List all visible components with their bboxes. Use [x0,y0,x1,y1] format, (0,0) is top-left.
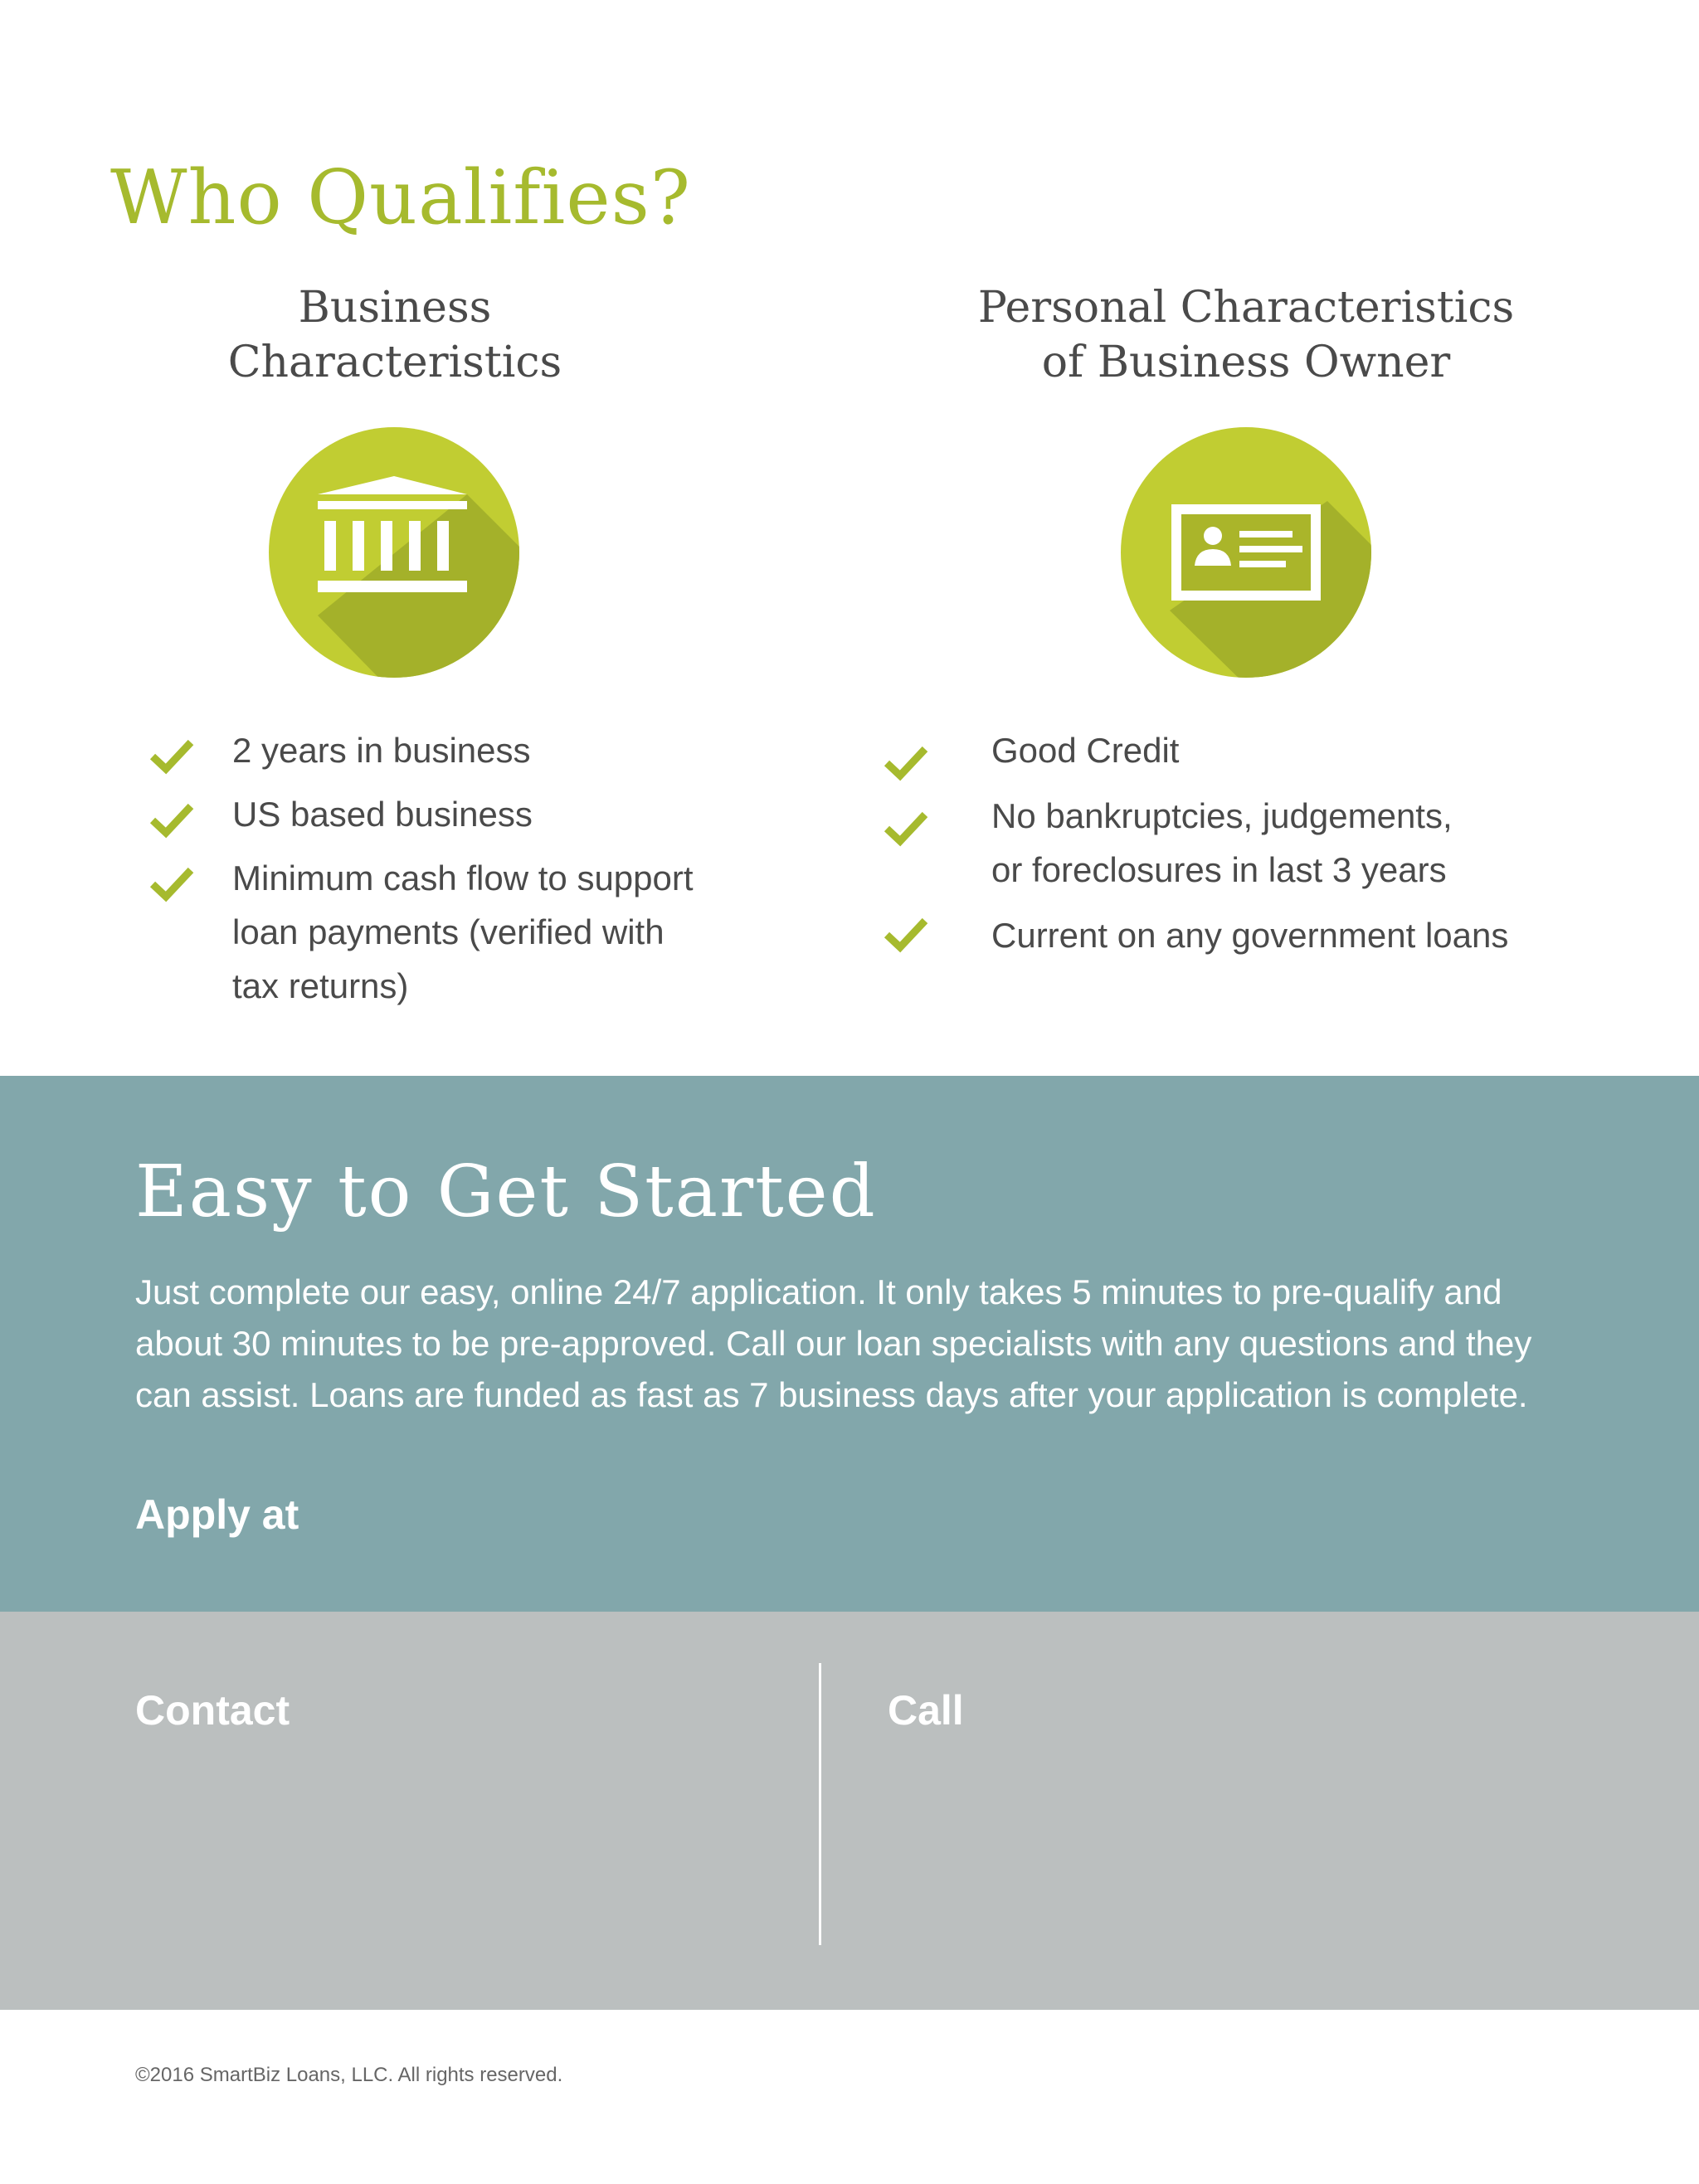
item-text: No bankruptcies, judgements, [991,796,1453,835]
owner-requirements-list [884,723,1597,974]
call-label: Call [888,1687,964,1734]
item-text: Current on any government loans [991,916,1509,955]
page-title: Who Qualifies? [110,154,692,241]
item-text: tax returns) [232,966,409,1005]
heading-line: Personal Characteristics [977,283,1515,333]
get-started-title: Easy to Get Started [135,1150,877,1233]
heading-line: of Business Owner [1041,338,1451,387]
contact-label: Contact [135,1687,290,1734]
checkmark-icon [149,866,194,902]
business-requirements-list [149,723,780,1023]
apply-at-label: Apply at [135,1491,299,1538]
id-card-icon [1120,426,1372,679]
personal-characteristics-heading [914,280,1578,390]
item-text: or foreclosures in last 3 years [991,850,1447,889]
item-text: Minimum cash flow to support [232,859,694,897]
contact-section [0,1612,1699,2010]
item-text: 2 years in business [232,731,531,770]
contact-divider [819,1663,821,1945]
checkmark-icon [884,810,928,847]
list-item [884,908,1597,962]
checkmark-icon [884,917,928,953]
checkmark-icon [149,802,194,839]
list-item [149,787,780,841]
list-item [884,723,1597,777]
checkmark-icon [884,745,928,781]
item-text: US based business [232,795,533,834]
description-line: about 30 minutes to be pre-approved. Call our loan specialists with any questions and they [135,1324,1532,1363]
heading-line: Business [298,283,492,333]
description-line: Just complete our easy, online 24/7 application. It only takes 5 minutes to pre-qualify and [135,1272,1502,1311]
heading-line: Characteristics [227,338,562,387]
list-item [149,851,780,1013]
checkmark-icon [149,738,194,775]
copyright-text: ©2016 SmartBiz Loans, LLC. All rights reserved. [135,2064,563,2086]
list-item [884,789,1597,897]
item-text: loan payments (verified with [232,912,665,951]
get-started-description [135,1267,1595,1421]
bank-icon [268,426,520,679]
item-text: Good Credit [991,731,1180,770]
business-characteristics-heading [146,280,644,390]
get-started-section [0,1076,1699,1612]
list-item [149,723,780,777]
description-line: can assist. Loans are funded as fast as 7 business days after your application is complete. [135,1375,1528,1414]
